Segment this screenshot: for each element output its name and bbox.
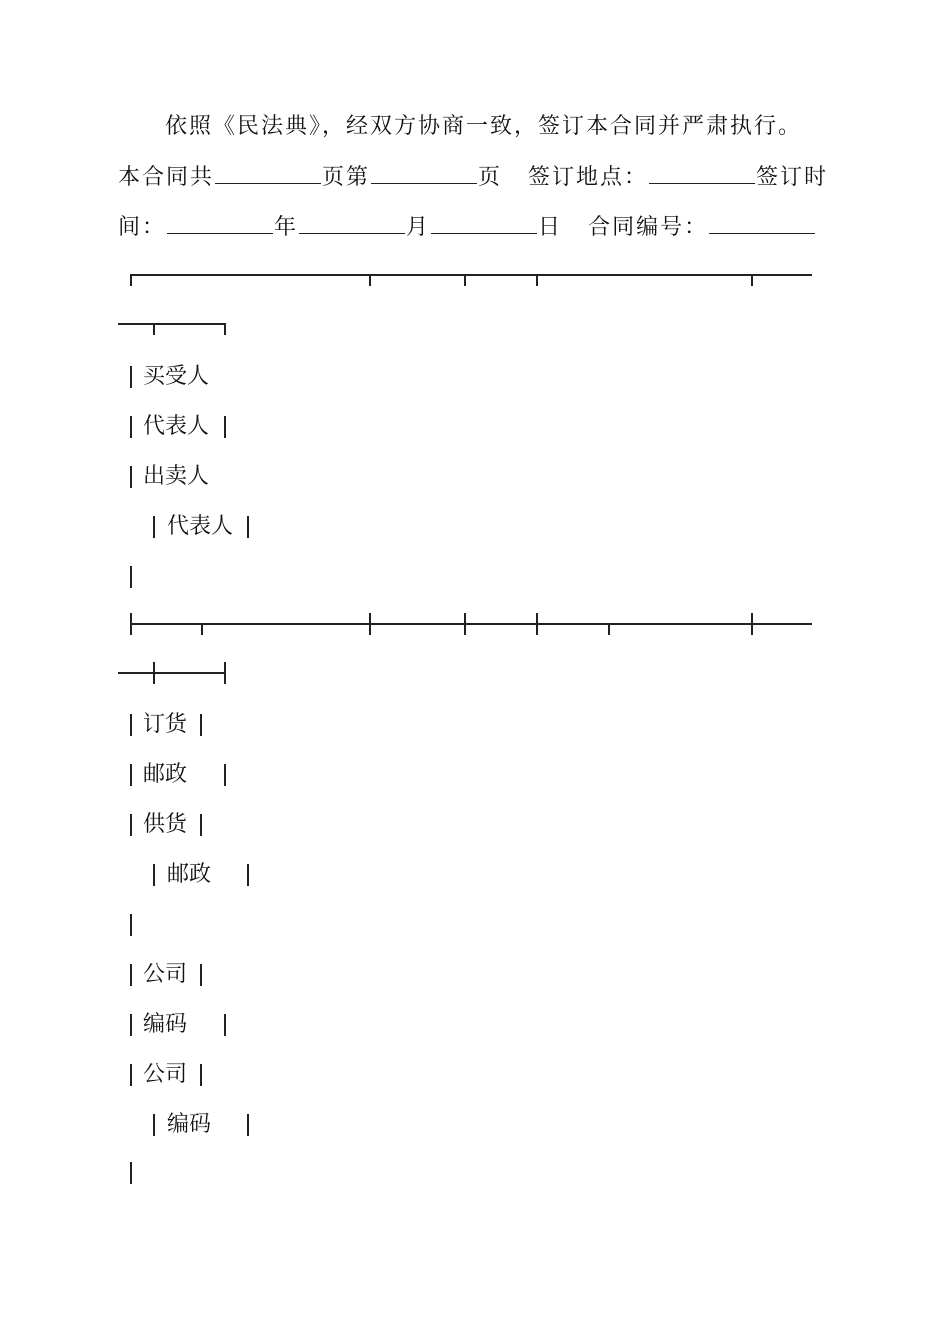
total-pages-blank[interactable] bbox=[215, 163, 321, 184]
pages-suffix: 页 bbox=[478, 165, 503, 190]
total-pages-prefix: 本合同共 bbox=[118, 165, 215, 190]
sign-place-blank[interactable] bbox=[649, 163, 755, 184]
buyer-rep-label: 代表人 bbox=[143, 414, 210, 439]
sign-time-label-1: 签订时 bbox=[756, 165, 829, 190]
supply-label: 供货 bbox=[143, 812, 188, 837]
year-blank[interactable] bbox=[167, 213, 273, 234]
company-label-2: 公司 bbox=[143, 1062, 188, 1087]
seller-label: 出卖人 bbox=[143, 464, 210, 489]
company-label-1: 公司 bbox=[143, 962, 188, 987]
intro-text: 依照《民法典》，经双方协商一致，签订本合同并严肃执行。 bbox=[165, 114, 803, 139]
pages-mid: 页第 bbox=[322, 165, 371, 190]
meta-line-1 bbox=[118, 163, 828, 192]
supply-postal-label: 邮政 bbox=[167, 862, 212, 887]
seller-rep-label: 代表人 bbox=[167, 514, 234, 539]
meta-line-2 bbox=[118, 213, 816, 242]
order-postal-label: 邮政 bbox=[143, 762, 188, 787]
contract-no-label: 合同编号： bbox=[588, 215, 709, 240]
code-label-1: 编码 bbox=[143, 1012, 188, 1037]
month-label: 月 bbox=[406, 215, 431, 240]
contract-no-blank[interactable] bbox=[709, 213, 815, 234]
day-label: 日 bbox=[538, 215, 563, 240]
order-label: 订货 bbox=[143, 712, 188, 737]
buyer-label: 买受人 bbox=[143, 364, 210, 389]
year-label: 年 bbox=[274, 215, 299, 240]
page-number-blank[interactable] bbox=[371, 163, 477, 184]
month-blank[interactable] bbox=[299, 213, 405, 234]
sign-place-label: 签订地点： bbox=[528, 165, 649, 190]
day-blank[interactable] bbox=[431, 213, 537, 234]
code-label-2: 编码 bbox=[167, 1112, 212, 1137]
sign-time-label-2: 间： bbox=[118, 215, 167, 240]
